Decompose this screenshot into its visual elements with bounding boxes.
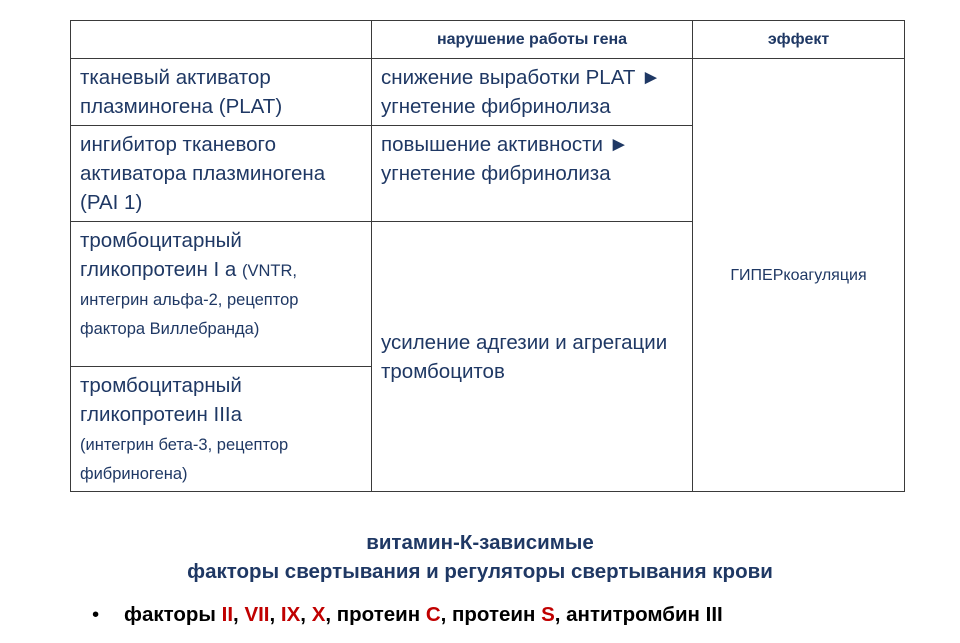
bullet-text: , — [233, 603, 245, 626]
bullet-text: , антитромбин III — [554, 603, 723, 626]
header-gene — [71, 21, 372, 59]
disruption-cell: усиление адгезии и агрегации тромбоцитов — [372, 222, 693, 492]
protein-c: C — [425, 603, 441, 626]
factors-bullet — [92, 600, 723, 629]
bullet-text: , — [269, 603, 281, 626]
header-disruption: нарушение работы гена — [372, 21, 693, 59]
gene-name: тромбоцитарный гликопротеин IIIa — [80, 374, 243, 426]
gene-name: тромбоцитарный гликопротеин I а — [80, 229, 242, 281]
gene-cell: тканевый активатор плазминогена (PLAT) — [71, 59, 372, 126]
bullet-text: факторы — [124, 603, 222, 626]
protein-s: S — [541, 603, 555, 626]
factor-ii: II — [221, 603, 234, 626]
gene-note: интегрин альфа-2, рецептор фактора Виллебранда) — [80, 291, 299, 338]
gene-table — [70, 20, 905, 492]
table-header-row — [71, 21, 905, 59]
gene-cell — [71, 367, 372, 492]
factor-x: X — [311, 603, 326, 626]
heading-line-2: факторы свертывания и регуляторы свертывания крови — [187, 560, 773, 583]
table-row — [71, 59, 905, 126]
header-effect: эффект — [693, 21, 905, 59]
bullet-marker: • — [92, 603, 100, 626]
factor-vii: VII — [244, 603, 270, 626]
bullet-text: , — [300, 603, 312, 626]
gene-note: (VNTR, — [242, 262, 298, 280]
disruption-cell: повышение активности ► угнетение фибринолиза — [372, 126, 693, 222]
bullet-text: , протеин — [325, 603, 426, 626]
gene-cell — [71, 222, 372, 367]
effect-cell: ГИПЕРкоагуляция — [693, 59, 905, 492]
gene-note: (интегрин бета-3, рецептор фибриногена) — [80, 436, 289, 483]
section-heading — [0, 528, 960, 586]
factor-ix: IX — [280, 603, 301, 626]
disruption-cell: снижение выработки PLAT ► угнетение фибринолиза — [372, 59, 693, 126]
gene-cell: ингибитор тканевого активатора плазминогена (PAI 1) — [71, 126, 372, 222]
heading-line-1: витамин-К-зависимые — [366, 531, 594, 554]
bullet-text: , протеин — [440, 603, 542, 626]
